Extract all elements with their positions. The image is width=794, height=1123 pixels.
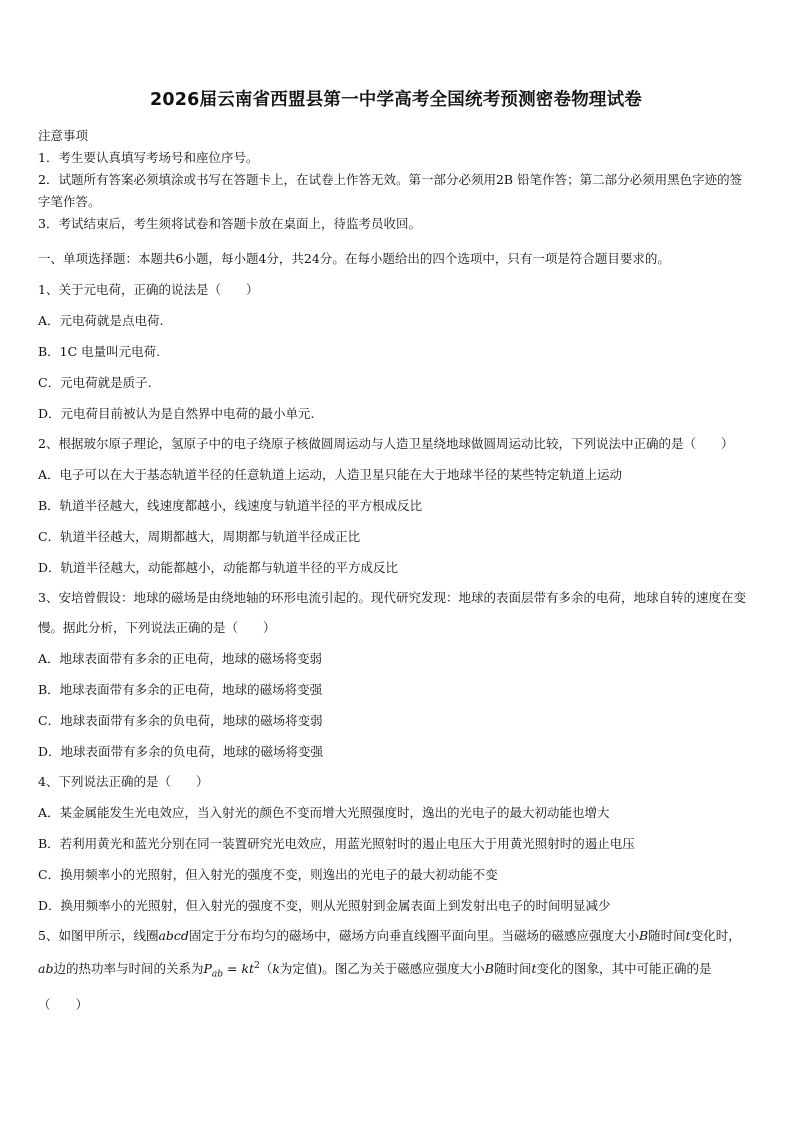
question-5-stem	[38, 921, 754, 1020]
notes-heading: 注意事项	[38, 128, 89, 143]
option-b: B．1C 电量叫元电荷.	[38, 344, 161, 359]
text-run: 变化的图象，其中可能正确的是（ ）	[38, 961, 712, 1012]
option-d: D．轨道半径越大，动能都越小，动能都与轨道半径的平方成反比	[38, 560, 399, 575]
option-c: C．元电荷就是质子.	[38, 375, 152, 390]
math-superscript: 2	[254, 961, 260, 971]
text-run: 变化时，	[690, 928, 741, 943]
option-c: C．轨道半径越大，周期都越大，周期都与轨道半径成正比	[38, 529, 361, 544]
math-t: t	[685, 928, 691, 943]
question-2	[38, 429, 754, 583]
option-d: D．元电荷目前被认为是自然界中电荷的最小单元.	[38, 406, 315, 421]
text-run: 随时间	[493, 961, 532, 977]
math-B: B	[638, 928, 649, 943]
question-4	[38, 767, 754, 921]
page-title: 2026届云南省西盟县第一中学高考全国统考预测密卷物理试卷	[149, 90, 642, 110]
option-b: B．地球表面带有多余的正电荷，地球的磁场将变强	[38, 682, 323, 697]
text-run: 固定于分布均匀的磁场中，磁场方向垂直线圈平面向里。当磁场的磁感应强度大小	[188, 928, 639, 943]
option-b: B．轨道半径越大，线速度都越小，线速度与轨道半径的平方根成反比	[38, 498, 423, 513]
question-1	[38, 275, 754, 429]
option-b: B．若利用黄光和蓝光分别在同一装置研究光电效应，用蓝光照射时的遏止电压大于用黄光照射时的遏止电压	[38, 836, 635, 851]
option-d: D．换用频率小的光照射，但入射光的强度不变，则从光照射到金属表面上到发射出电子的时间明显减少	[38, 898, 611, 913]
option-a: A．地球表面带有多余的正电荷，地球的磁场将变弱	[38, 651, 323, 666]
note-item: 2．试题所有答案必须填涂或书写在答题卡上，在试卷上作答无效。第一部分必须用2B 铅笔作答；第二部分必须用黑色字迹的签字笔作答。	[38, 172, 743, 209]
math-P: P	[203, 961, 212, 977]
text-run: 5、如图甲所示，线圈	[38, 928, 159, 943]
note-item: 3．考试结束后，考生须将试卷和答题卡放在桌面上，待监考员收回。	[38, 216, 421, 231]
math-B: B	[484, 961, 494, 977]
option-a: A．电子可以在大于基态轨道半径的任意轨道上运动，人造卫星只能在大于地球半径的某些特定轨道上运动	[38, 467, 623, 482]
question-stem: 3、安培曾假设：地球的磁场是由绕地轴的环形电流引起的。现代研究发现：地球的表面层带有多余的电荷，地球自转的速度在变慢。据此分析，下列说法正确的是（ ）	[38, 590, 746, 635]
option-c: C．地球表面带有多余的负电荷，地球的磁场将变弱	[38, 713, 323, 728]
option-a: A．某金属能发生光电效应，当入射光的颜色不变而增大光照强度时，逸出的光电子的最大初动能也增大	[38, 805, 610, 820]
question-3	[38, 583, 754, 767]
section-heading: 一、单项选择题：本题共6小题，每小题4分，共24分。在每小题给出的四个选项中，只有一项是符合题目要求的。	[38, 251, 670, 266]
math-k: k	[272, 961, 280, 977]
option-a: A．元电荷就是点电荷.	[38, 313, 164, 328]
math-t: t	[531, 961, 537, 977]
question-stem: 4、下列说法正确的是（ ）	[38, 774, 209, 789]
math-ab: ab	[38, 961, 54, 977]
text-run: 为定值)。图乙为关于磁感应强度大小	[279, 961, 485, 977]
text-run: 边的热功率与时间的关系为	[53, 961, 204, 977]
note-item: 1．考生要认真填写考场号和座位序号。	[38, 150, 259, 165]
option-d: D．地球表面带有多余的负电荷，地球的磁场将变强	[38, 744, 324, 759]
text-run: 随时间	[648, 928, 686, 943]
question-stem: 2、根据玻尔原子理论，氢原子中的电子绕原子核做圆周运动与人造卫星绕地球做圆周运动比较，下列说法中正确的是（ ）	[38, 436, 734, 451]
option-c: C．换用频率小的光照射，但入射光的强度不变，则逸出的光电子的最大初动能不变	[38, 867, 498, 882]
math-equation: = kt	[223, 961, 255, 977]
question-stem: 1、关于元电荷，正确的说法是（ ）	[38, 282, 259, 297]
math-subscript: ab	[211, 969, 224, 980]
math-abcd: abcd	[158, 928, 189, 943]
text-run: （	[259, 961, 273, 977]
